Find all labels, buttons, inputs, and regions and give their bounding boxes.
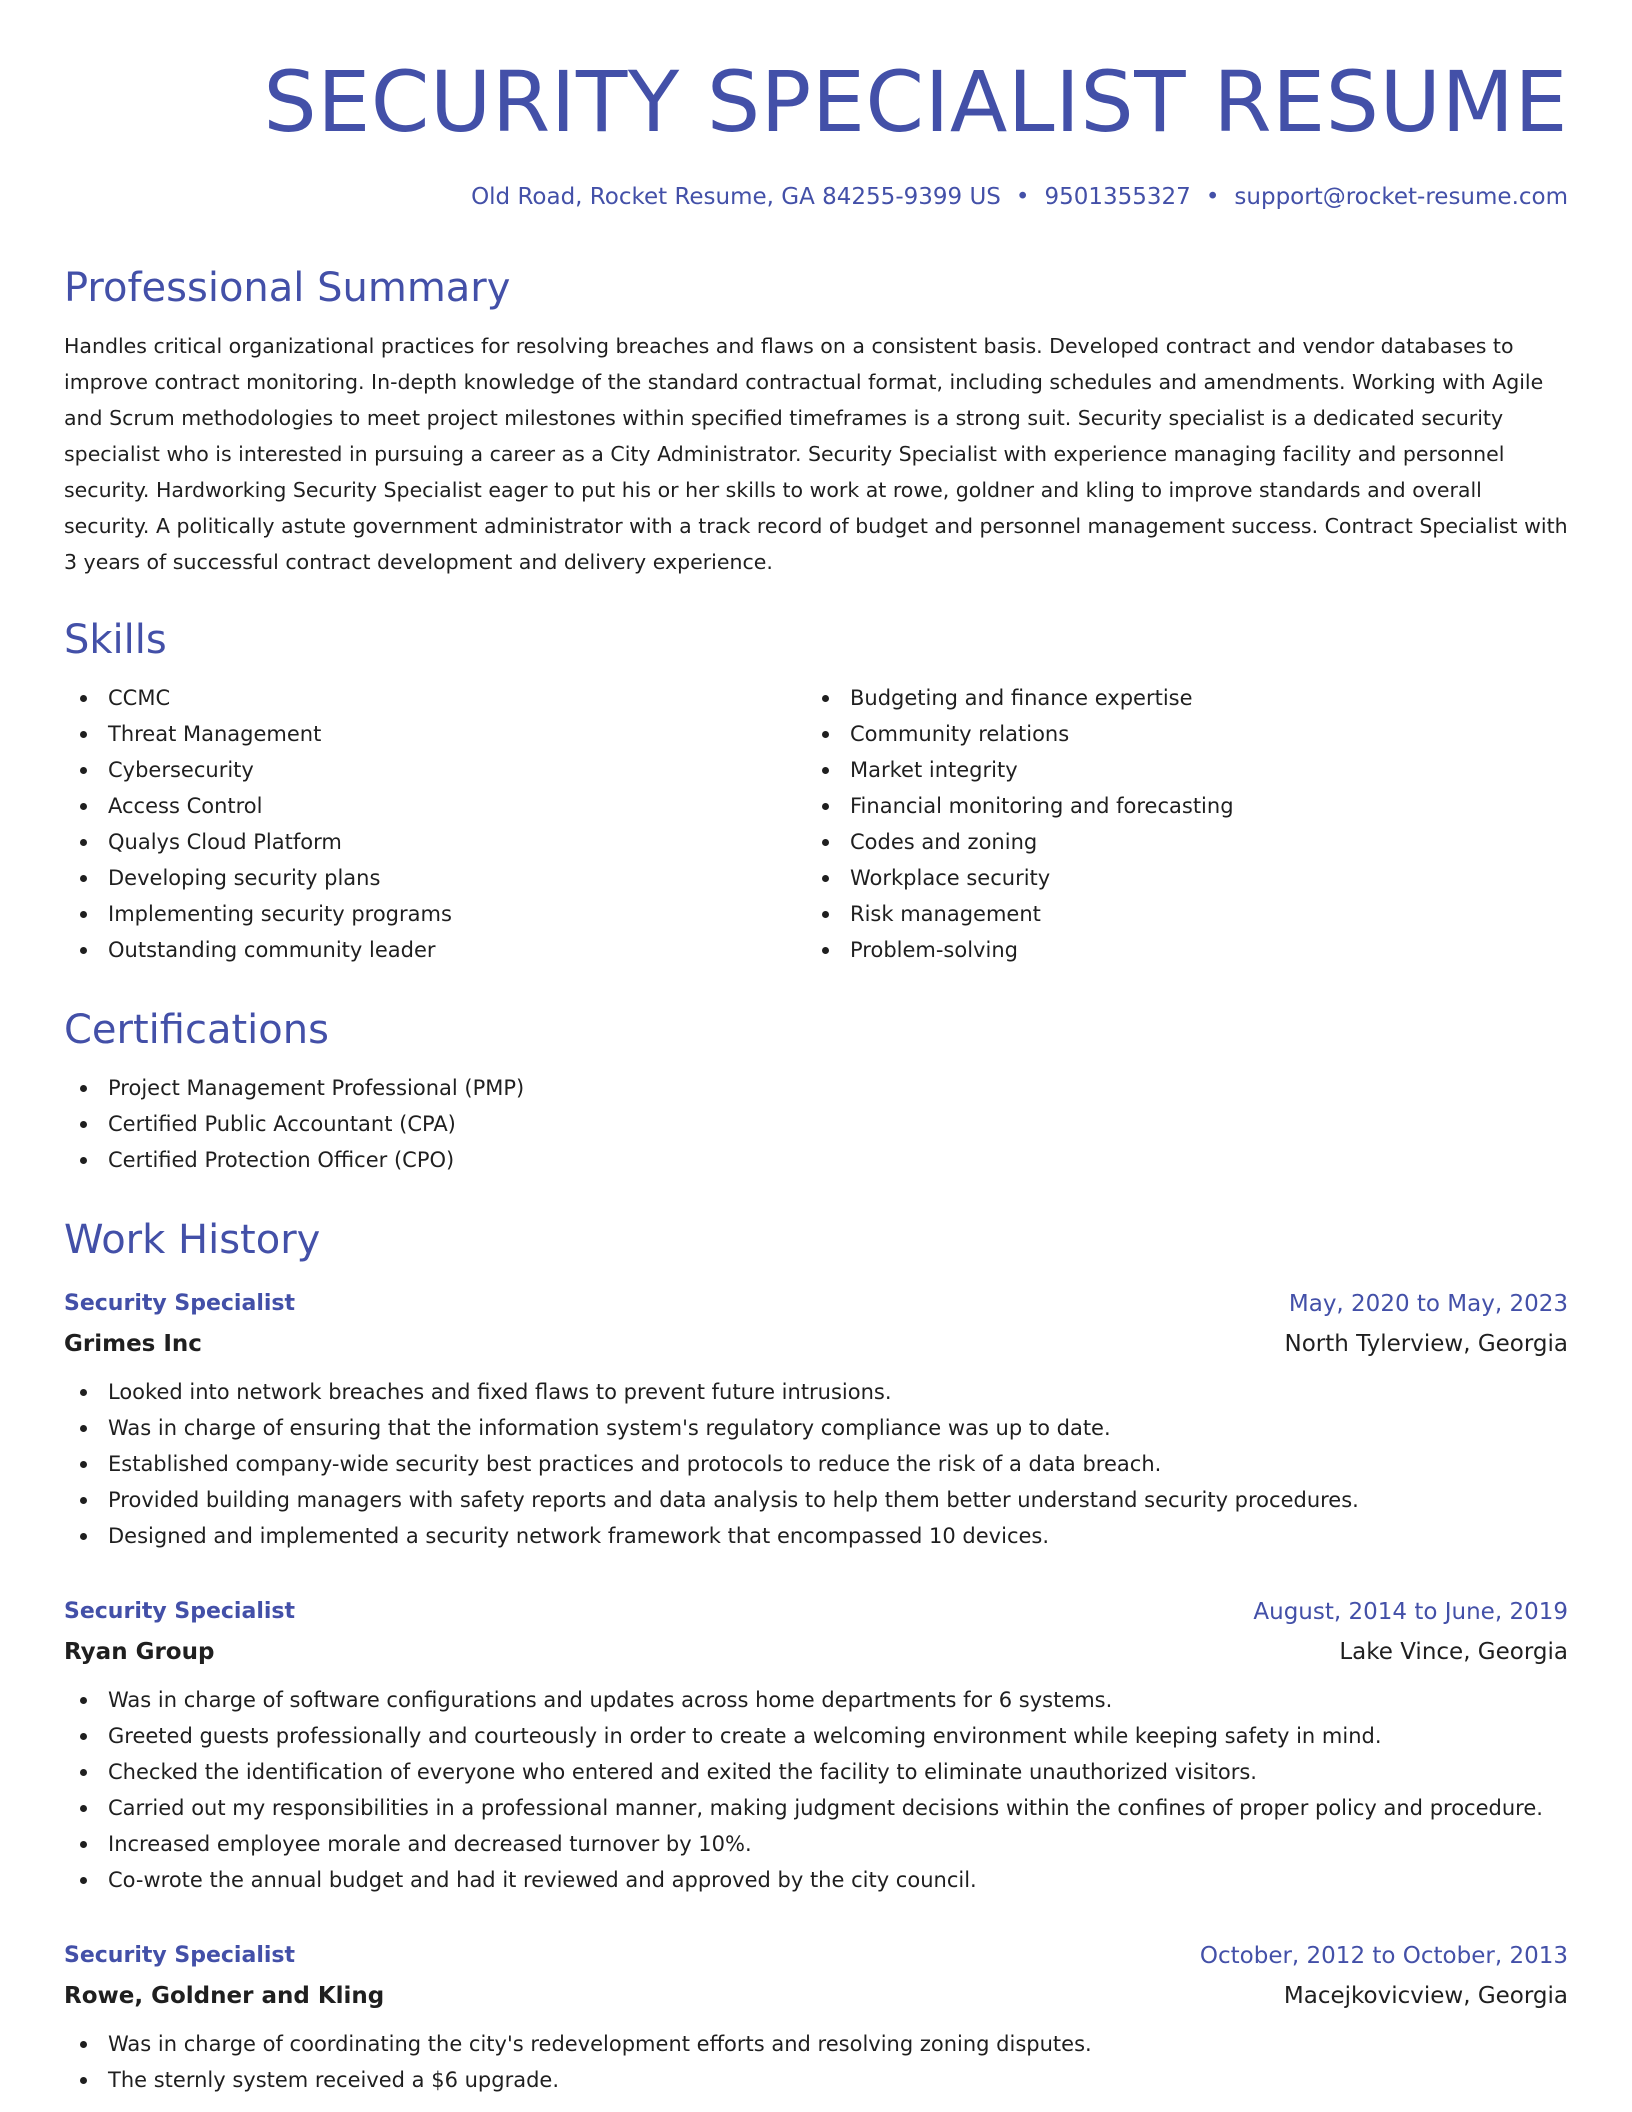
job-header-row	[64, 1936, 1568, 1976]
job-duties-list	[64, 1682, 1568, 1898]
job-duty: The sternly system received a $6 upgrade.	[64, 2062, 1568, 2098]
summary-heading: Professional Summary	[64, 265, 511, 311]
job-title: Security Specialist	[64, 1943, 296, 1968]
job-subheader-row	[64, 1976, 1568, 2016]
job-company: Grimes Inc	[64, 1331, 202, 1357]
certification-item: Certified Protection Officer (CPO)	[64, 1142, 1568, 1178]
job-duty: Was in charge of software configurations and updates across home departments for 6 systems.	[64, 1682, 1568, 1718]
skills-list-right	[806, 680, 1548, 968]
skill-item: Community relations	[806, 716, 1548, 752]
skill-item: Implementing security programs	[64, 896, 806, 932]
contact-address: Old Road, Rocket Resume, GA 84255-9399 US	[471, 184, 1001, 210]
job-duty: Provided building managers with safety reports and data analysis to help them better understand security procedures.	[64, 1482, 1568, 1518]
job-duty: Greeted guests professionally and courteously in order to create a welcoming environment while keeping safety in mind.	[64, 1718, 1568, 1754]
contact-email: support@rocket-resume.com	[1234, 184, 1568, 210]
job-duties-list	[64, 1374, 1568, 1554]
skill-item: Threat Management	[64, 716, 806, 752]
skill-item: Cybersecurity	[64, 752, 806, 788]
skill-item: Workplace security	[806, 860, 1548, 896]
job-location: Macejkovicview, Georgia	[1283, 1983, 1568, 2009]
certifications-list	[64, 1070, 1568, 1178]
skill-item: Risk management	[806, 896, 1548, 932]
work-history-heading: Work History	[64, 1217, 321, 1263]
job-company: Rowe, Goldner and Kling	[64, 1983, 385, 2009]
summary-text: Handles critical organizational practices for resolving breaches and flaws on a consistent basis. Developed contract and vendor databases to improve contract monitoring. In-depth knowledge of the standard contractual format, including schedules and amendments. Working with Agile and Scrum methodologies to meet project milestones within specified timeframes is a strong suit. Security specialist is a dedicated security specialist who is interested in pursuing a career as a City Administrator. Security Specialist with experience managing facility and personnel security. Hardworking Security Specialist eager to put his or her skills to work at rowe, goldner and kling to improve standards and overall security. A politically astute government administrator with a track record of budget and personnel management success. Contract Specialist with 3 years of successful contract development and delivery experience.	[64, 334, 1568, 574]
summary-section	[64, 262, 1568, 580]
job-dates: May, 2020 to May, 2023	[1288, 1291, 1568, 1317]
skills-section	[64, 614, 1568, 968]
certifications-section	[64, 1004, 1568, 1178]
skill-item: Market integrity	[806, 752, 1548, 788]
work-history-section	[64, 1214, 1568, 1266]
skill-item: Developing security plans	[64, 860, 806, 896]
certification-item: Project Management Professional (PMP)	[64, 1070, 1568, 1106]
skill-item: Problem-solving	[806, 932, 1548, 968]
job-duty: Checked the identification of everyone who entered and exited the facility to eliminate unauthorized visitors.	[64, 1754, 1568, 1790]
skills-columns	[64, 680, 1568, 968]
job-entry	[64, 1936, 1568, 2098]
job-title: Security Specialist	[64, 1599, 296, 1624]
job-location: Lake Vince, Georgia	[1339, 1639, 1568, 1665]
job-duty: Increased employee morale and decreased turnover by 10%.	[64, 1826, 1568, 1862]
job-title: Security Specialist	[64, 1291, 296, 1316]
contact-separator: •	[1205, 184, 1220, 210]
job-dates: August, 2014 to June, 2019	[1253, 1599, 1568, 1625]
skill-item: Financial monitoring and forecasting	[806, 788, 1548, 824]
job-header-row	[64, 1284, 1568, 1324]
skills-heading: Skills	[64, 617, 167, 663]
skill-item: Codes and zoning	[806, 824, 1548, 860]
skill-item: Access Control	[64, 788, 806, 824]
resume-title: SECURITY SPECIALIST RESUME	[263, 53, 1568, 151]
job-subheader-row	[64, 1324, 1568, 1364]
contact-phone: 9501355327	[1044, 184, 1191, 210]
job-duty: Looked into network breaches and fixed flaws to prevent future intrusions.	[64, 1374, 1568, 1410]
contact-line	[471, 180, 1568, 214]
job-subheader-row	[64, 1632, 1568, 1672]
skill-item: Qualys Cloud Platform	[64, 824, 806, 860]
skill-item: CCMC	[64, 680, 806, 716]
job-location: North Tylerview, Georgia	[1284, 1331, 1568, 1357]
job-header-row	[64, 1592, 1568, 1632]
job-duties-list	[64, 2026, 1568, 2098]
certification-item: Certified Public Accountant (CPA)	[64, 1106, 1568, 1142]
skill-item: Budgeting and finance expertise	[806, 680, 1548, 716]
job-duty: Designed and implemented a security network framework that encompassed 10 devices.	[64, 1518, 1568, 1554]
job-duty: Was in charge of ensuring that the information system's regulatory compliance was up to date.	[64, 1410, 1568, 1446]
job-entry	[64, 1592, 1568, 1898]
skills-list-left	[64, 680, 806, 968]
contact-separator: •	[1015, 184, 1030, 210]
skill-item: Outstanding community leader	[64, 932, 806, 968]
job-duty: Carried out my responsibilities in a professional manner, making judgment decisions within the confines of proper policy and procedure.	[64, 1790, 1568, 1826]
job-company: Ryan Group	[64, 1639, 215, 1665]
job-entry	[64, 1284, 1568, 1554]
job-duty: Was in charge of coordinating the city's redevelopment efforts and resolving zoning disputes.	[64, 2026, 1568, 2062]
job-duty: Established company-wide security best practices and protocols to reduce the risk of a data breach.	[64, 1446, 1568, 1482]
job-dates: October, 2012 to October, 2013	[1199, 1943, 1568, 1969]
certifications-heading: Certifications	[64, 1007, 329, 1053]
job-duty: Co-wrote the annual budget and had it reviewed and approved by the city council.	[64, 1862, 1568, 1898]
